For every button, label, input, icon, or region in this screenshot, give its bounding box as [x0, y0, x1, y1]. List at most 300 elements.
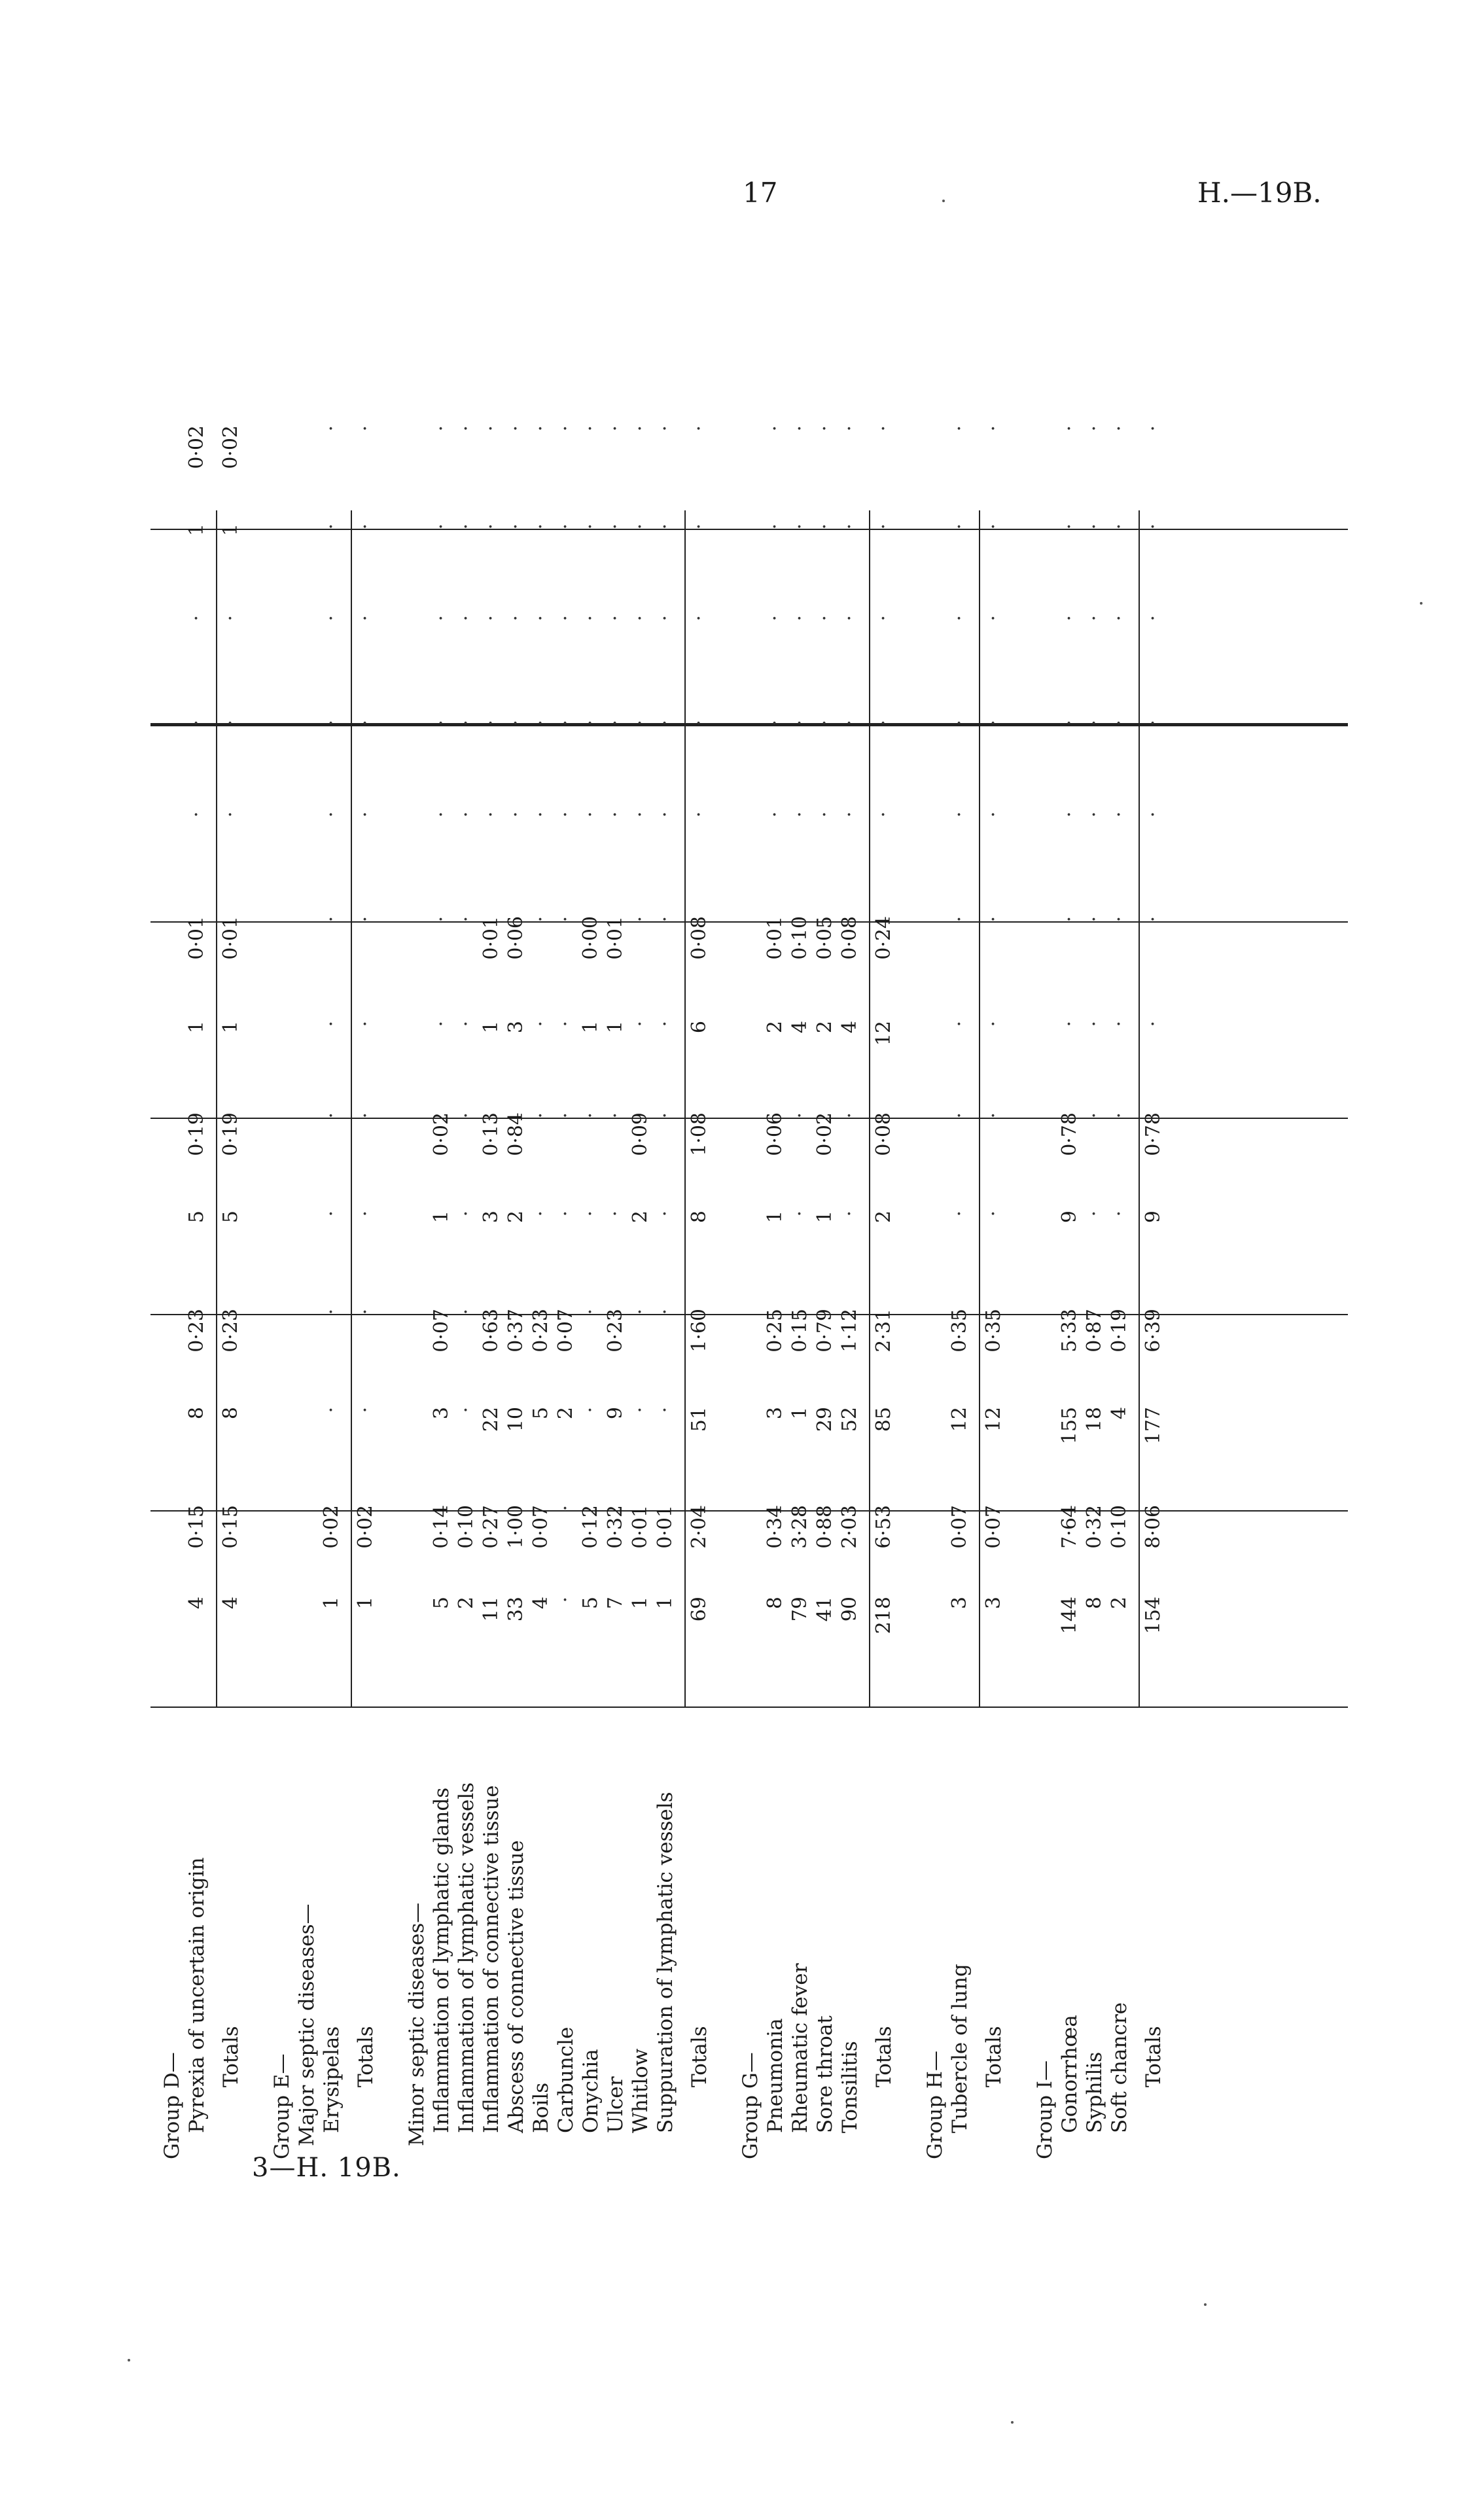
totals-cell: 218: [872, 1597, 895, 1635]
table-cell: 0·12: [579, 1505, 602, 1549]
leader-dots: ·: [872, 523, 895, 530]
leader-dots: ·: [764, 425, 786, 432]
leader-dots: ·: [354, 1211, 377, 1217]
leader-dots: ·: [320, 523, 343, 530]
leader-dots: ·: [838, 523, 861, 530]
table-cell: 0·07: [554, 1309, 577, 1353]
totals-cell: 0·24: [872, 916, 895, 960]
leader-dots: ·: [654, 1021, 677, 1027]
row-label: Soft chancre: [1108, 2002, 1131, 2133]
totals-cell: 0·15: [219, 1505, 242, 1549]
totals-cell: 4: [219, 1597, 242, 1610]
totals-cell: 8: [688, 1211, 711, 1224]
row-label: Abscess of connective tissue: [504, 1840, 528, 2133]
leader-dots: ·: [813, 425, 836, 432]
leader-dots: ·: [948, 811, 971, 818]
totals-cell: 0·01: [219, 916, 242, 960]
leader-dots: ·: [579, 1407, 602, 1413]
table-cell: 52: [838, 1407, 861, 1432]
table-cell: 3: [480, 1211, 503, 1224]
leader-dots: ·: [764, 811, 786, 818]
totals-rule: [1139, 510, 1140, 1708]
leader-dots: ·: [604, 615, 627, 622]
leader-dots: ·: [788, 1211, 811, 1217]
table-cell: 0·23: [529, 1309, 552, 1353]
leader-dots: ·: [764, 720, 786, 726]
leader-dots: ·: [504, 523, 527, 530]
table-cell: 0·02: [813, 1112, 836, 1156]
leader-dots: ·: [604, 811, 627, 818]
table-cell: 2: [504, 1211, 527, 1224]
leader-dots: ·: [354, 1021, 377, 1027]
leader-dots: ·: [788, 523, 811, 530]
leader-dots: ·: [1142, 425, 1165, 432]
leader-dots: ·: [430, 1021, 453, 1027]
leader-dots: ·: [529, 1211, 552, 1217]
table-cell: 3: [948, 1597, 971, 1610]
leader-dots: ·: [788, 720, 811, 726]
leader-dots: ·: [764, 523, 786, 530]
totals-cell: 85: [872, 1407, 895, 1432]
table-cell: 1: [629, 1597, 652, 1610]
totals-cell: 1: [354, 1597, 377, 1610]
table-cell: 0·13: [480, 1112, 503, 1156]
leader-dots: ·: [354, 1309, 377, 1315]
leader-dots: ·: [354, 1112, 377, 1119]
table-cell: 3: [430, 1407, 453, 1420]
leader-dots: ·: [579, 523, 602, 530]
leader-dots: ·: [948, 1112, 971, 1119]
leader-dots: ·: [654, 615, 677, 622]
leader-dots: ·: [1083, 811, 1106, 818]
leader-dots: ·: [554, 1112, 577, 1119]
leader-dots: ·: [838, 615, 861, 622]
column-rule: [150, 1707, 1348, 1708]
leader-dots: ·: [430, 811, 453, 818]
totals-cell: 1·60: [688, 1309, 711, 1353]
table-cell: 4: [185, 1597, 208, 1610]
leader-dots: ·: [529, 720, 552, 726]
group-heading: Group H—: [923, 2051, 947, 2159]
totals-cell: 0·23: [219, 1309, 242, 1353]
totals-cell: 69: [688, 1597, 711, 1622]
leader-dots: ·: [604, 425, 627, 432]
totals-cell: 12: [872, 1021, 895, 1046]
totals-cell: 3: [982, 1597, 1005, 1610]
row-label: Boils: [529, 2082, 553, 2133]
leader-dots: ·: [455, 720, 478, 726]
table-cell: 5: [579, 1597, 602, 1610]
table-cell: 0·07: [529, 1505, 552, 1549]
group-heading: Group E—: [270, 2053, 294, 2159]
leader-dots: ·: [948, 720, 971, 726]
totals-cell: 8: [219, 1407, 242, 1420]
leader-dots: ·: [579, 615, 602, 622]
leader-dots: ·: [948, 1021, 971, 1027]
table-cell: 0·02: [430, 1112, 453, 1156]
totals-cell: 51: [688, 1407, 711, 1432]
table-cell: 2: [764, 1021, 786, 1034]
leader-dots: ·: [554, 916, 577, 923]
leader-dots: ·: [320, 1112, 343, 1119]
leader-dots: ·: [579, 1112, 602, 1119]
totals-cell: 1: [219, 1021, 242, 1034]
leader-dots: ·: [219, 811, 242, 818]
table-cell: 7·64: [1058, 1505, 1081, 1549]
table-cell: 0·87: [1083, 1309, 1106, 1353]
totals-rule: [979, 510, 980, 1708]
leader-dots: ·: [948, 425, 971, 432]
leader-dots: ·: [529, 811, 552, 818]
leader-dots: ·: [504, 425, 527, 432]
table-cell: 9: [1058, 1211, 1081, 1224]
table-cell: 144: [1058, 1597, 1081, 1635]
leader-dots: ·: [872, 425, 895, 432]
leader-dots: ·: [813, 615, 836, 622]
totals-cell: 0·07: [982, 1505, 1005, 1549]
group-heading: Group D—: [160, 2052, 184, 2159]
leader-dots: ·: [948, 1211, 971, 1217]
totals-cell: 9: [1142, 1211, 1165, 1224]
paper-speck: [942, 200, 945, 202]
leader-dots: ·: [654, 1112, 677, 1119]
totals-rule: [351, 510, 352, 1708]
leader-dots: ·: [654, 1309, 677, 1315]
totals-cell: 8·06: [1142, 1505, 1165, 1549]
leader-dots: ·: [629, 1407, 652, 1413]
totals-cell: 154: [1142, 1597, 1165, 1635]
leader-dots: ·: [354, 720, 377, 726]
table-cell: 0·63: [480, 1309, 503, 1353]
leader-dots: ·: [813, 811, 836, 818]
row-label: Pneumonia: [764, 2018, 787, 2133]
table-cell: 12: [948, 1407, 971, 1432]
table-cell: 0·25: [764, 1309, 786, 1353]
document-code: H.—19B.: [1197, 177, 1322, 209]
leader-dots: ·: [982, 1021, 1005, 1027]
leader-dots: ·: [838, 425, 861, 432]
leader-dots: ·: [982, 1211, 1005, 1217]
leader-dots: ·: [629, 615, 652, 622]
table-cell: 5: [185, 1211, 208, 1224]
table-cell: 155: [1058, 1407, 1081, 1445]
leader-dots: ·: [455, 1211, 478, 1217]
table-cell: 8: [1083, 1597, 1106, 1610]
leader-dots: ·: [1083, 425, 1106, 432]
totals-cell: 0·08: [688, 916, 711, 960]
leader-dots: ·: [185, 720, 208, 726]
table-cell: 1: [604, 1021, 627, 1034]
leader-dots: ·: [948, 523, 971, 530]
table-cell: 1: [480, 1021, 503, 1034]
leader-dots: ·: [788, 615, 811, 622]
leader-dots: ·: [579, 1309, 602, 1315]
totals-cell: 1: [219, 523, 242, 537]
table-cell: 2·03: [838, 1505, 861, 1549]
leader-dots: ·: [1108, 720, 1131, 726]
row-label: Whitlow: [629, 2048, 652, 2133]
table-cell: 1: [579, 1021, 602, 1034]
leader-dots: ·: [554, 425, 577, 432]
leader-dots: ·: [1058, 615, 1081, 622]
totals-cell: 6·53: [872, 1505, 895, 1549]
leader-dots: ·: [629, 916, 652, 923]
leader-dots: ·: [604, 1112, 627, 1119]
totals-cell: 0·08: [872, 1112, 895, 1156]
table-cell: 4: [1108, 1407, 1131, 1420]
totals-label: Totals: [982, 2026, 1006, 2087]
leader-dots: ·: [872, 811, 895, 818]
leader-dots: ·: [504, 811, 527, 818]
totals-cell: 0·19: [219, 1112, 242, 1156]
totals-label: Totals: [219, 2026, 243, 2087]
leader-dots: ·: [480, 720, 503, 726]
group-heading: Group G—: [739, 2052, 762, 2159]
leader-dots: ·: [554, 615, 577, 622]
table-cell: 0·06: [504, 916, 527, 960]
leader-dots: ·: [480, 523, 503, 530]
table-cell: 0·06: [764, 1112, 786, 1156]
table-cell: 1: [185, 523, 208, 537]
leader-dots: ·: [529, 615, 552, 622]
table-cell: 0·35: [948, 1309, 971, 1353]
paper-speck: [1204, 2303, 1207, 2306]
totals-cell: 177: [1142, 1407, 1165, 1445]
leader-dots: ·: [654, 811, 677, 818]
table-cell: 0·32: [1083, 1505, 1106, 1549]
table-cell: 1: [320, 1597, 343, 1610]
table-cell: 3: [504, 1021, 527, 1034]
leader-dots: ·: [354, 425, 377, 432]
leader-dots: ·: [1142, 1021, 1165, 1027]
leader-dots: ·: [982, 615, 1005, 622]
table-cell: 18: [1083, 1407, 1106, 1432]
leader-dots: ·: [430, 916, 453, 923]
leader-dots: ·: [654, 1407, 677, 1413]
leader-dots: ·: [654, 523, 677, 530]
table-cell: 0·19: [1108, 1309, 1131, 1353]
leader-dots: ·: [185, 615, 208, 622]
totals-rule: [869, 510, 870, 1708]
table-cell: 4: [788, 1021, 811, 1034]
leader-dots: ·: [948, 615, 971, 622]
row-label: Tonsilitis: [838, 2041, 862, 2133]
leader-dots: ·: [554, 523, 577, 530]
leader-dots: ·: [654, 720, 677, 726]
leader-dots: ·: [688, 811, 711, 818]
page-number: 17: [743, 177, 778, 209]
leader-dots: ·: [455, 615, 478, 622]
leader-dots: ·: [554, 1021, 577, 1027]
leader-dots: ·: [430, 523, 453, 530]
totals-cell: 5: [219, 1211, 242, 1224]
group-subheading: Minor septic diseases—: [405, 1902, 429, 2146]
table-cell: 33: [504, 1597, 527, 1622]
table-cell: 0·01: [629, 1505, 652, 1549]
table-cell: 5: [430, 1597, 453, 1610]
leader-dots: ·: [629, 720, 652, 726]
leader-dots: ·: [1083, 916, 1106, 923]
leader-dots: ·: [320, 1309, 343, 1315]
group-subheading: Major septic diseases—: [295, 1903, 319, 2146]
leader-dots: ·: [455, 523, 478, 530]
leader-dots: ·: [554, 811, 577, 818]
leader-dots: ·: [838, 1211, 861, 1217]
row-label: Sore throat: [813, 2015, 837, 2133]
row-label: Onychia: [579, 2049, 603, 2133]
table-cell: 0·23: [185, 1309, 208, 1353]
table-cell: 0·00: [579, 916, 602, 960]
leader-dots: ·: [480, 811, 503, 818]
paper-speck: [1420, 602, 1422, 605]
leader-dots: ·: [1083, 720, 1106, 726]
row-label: Erysipelas: [320, 2026, 344, 2133]
leader-dots: ·: [629, 1309, 652, 1315]
table-cell: 79: [788, 1597, 811, 1622]
table-cell: 90: [838, 1597, 861, 1622]
leader-dots: ·: [504, 615, 527, 622]
leader-dots: ·: [1142, 523, 1165, 530]
table-cell: 0·78: [1058, 1112, 1081, 1156]
table-cell: 0·79: [813, 1309, 836, 1353]
table-cell: 29: [813, 1407, 836, 1432]
totals-cell: 0·02: [219, 425, 242, 469]
table-cell: 1: [654, 1597, 677, 1610]
totals-label: Totals: [354, 2026, 378, 2087]
leader-dots: ·: [219, 720, 242, 726]
table-cell: 1·00: [504, 1505, 527, 1549]
table-cell: 5·33: [1058, 1309, 1081, 1353]
leader-dots: ·: [579, 720, 602, 726]
leader-dots: ·: [455, 811, 478, 818]
table-cell: 0·01: [604, 916, 627, 960]
leader-dots: ·: [1142, 720, 1165, 726]
leader-dots: ·: [688, 523, 711, 530]
leader-dots: ·: [455, 425, 478, 432]
table-cell: 0·88: [813, 1505, 836, 1549]
table-cell: 0·02: [185, 425, 208, 469]
leader-dots: ·: [1083, 615, 1106, 622]
table-cell: 22: [480, 1407, 503, 1432]
leader-dots: ·: [1083, 1211, 1106, 1217]
table-cell: 41: [813, 1597, 836, 1622]
table-cell: 0·01: [654, 1505, 677, 1549]
leader-dots: ·: [1108, 523, 1131, 530]
totals-label: Totals: [872, 2026, 896, 2087]
table-cell: 0·01: [185, 916, 208, 960]
table-cell: 1: [430, 1211, 453, 1224]
leader-dots: ·: [872, 720, 895, 726]
totals-cell: 6: [688, 1021, 711, 1034]
leader-dots: ·: [554, 1211, 577, 1217]
leader-dots: ·: [320, 1407, 343, 1413]
table-cell: 0·08: [838, 916, 861, 960]
leader-dots: ·: [1108, 425, 1131, 432]
group-heading: Group I—: [1033, 2060, 1057, 2159]
leader-dots: ·: [654, 916, 677, 923]
table-cell: 2: [1108, 1597, 1131, 1610]
totals-cell: 2·04: [688, 1505, 711, 1549]
table-cell: 1: [788, 1407, 811, 1420]
leader-dots: ·: [1083, 1021, 1106, 1027]
leader-dots: ·: [788, 425, 811, 432]
leader-dots: ·: [455, 916, 478, 923]
table-cell: 10: [504, 1407, 527, 1432]
leader-dots: ·: [579, 425, 602, 432]
leader-dots: ·: [982, 811, 1005, 818]
leader-dots: ·: [1058, 720, 1081, 726]
leader-dots: ·: [480, 425, 503, 432]
leader-dots: ·: [455, 1112, 478, 1119]
table-cell: 1: [813, 1211, 836, 1224]
leader-dots: ·: [604, 720, 627, 726]
leader-dots: ·: [982, 425, 1005, 432]
table-cell: 0·15: [185, 1505, 208, 1549]
table-cell: 3·28: [788, 1505, 811, 1549]
row-label: Suppuration of lymphatic vessels: [654, 1792, 677, 2133]
leader-dots: ·: [1058, 811, 1081, 818]
table-cell: 2: [629, 1211, 652, 1224]
leader-dots: ·: [654, 1211, 677, 1217]
leader-dots: ·: [604, 1211, 627, 1217]
row-label: Inflammation of connective tissue: [480, 1785, 503, 2133]
table-cell: 5: [529, 1407, 552, 1420]
leader-dots: ·: [354, 916, 377, 923]
table-cell: 11: [480, 1597, 503, 1622]
leader-dots: ·: [185, 811, 208, 818]
leader-dots: ·: [813, 720, 836, 726]
table-cell: 3: [764, 1407, 786, 1420]
leader-dots: ·: [1142, 916, 1165, 923]
statistics-table: [150, 255, 1348, 2166]
leader-dots: ·: [320, 615, 343, 622]
leader-dots: ·: [604, 523, 627, 530]
totals-cell: 0·78: [1142, 1112, 1165, 1156]
table-cell: 4: [838, 1021, 861, 1034]
leader-dots: ·: [1058, 1021, 1081, 1027]
leader-dots: ·: [788, 811, 811, 818]
leader-dots: ·: [529, 425, 552, 432]
leader-dots: ·: [504, 720, 527, 726]
leader-dots: ·: [872, 615, 895, 622]
totals-rule: [684, 510, 686, 1708]
leader-dots: ·: [838, 811, 861, 818]
leader-dots: ·: [480, 615, 503, 622]
leader-dots: ·: [455, 1309, 478, 1315]
totals-cell: 2: [872, 1211, 895, 1224]
leader-dots: ·: [320, 720, 343, 726]
table-cell: 0·01: [764, 916, 786, 960]
totals-cell: 12: [982, 1407, 1005, 1432]
table-cell: 1·12: [838, 1309, 861, 1353]
leader-dots: ·: [982, 1112, 1005, 1119]
leader-dots: ·: [688, 615, 711, 622]
paper-speck: [1011, 2421, 1014, 2424]
table-cell: 9: [604, 1407, 627, 1420]
leader-dots: ·: [354, 615, 377, 622]
leader-dots: ·: [354, 811, 377, 818]
leader-dots: ·: [982, 720, 1005, 726]
leader-dots: ·: [1142, 615, 1165, 622]
leader-dots: ·: [1108, 916, 1131, 923]
leader-dots: ·: [838, 720, 861, 726]
leader-dots: ·: [554, 1597, 577, 1603]
leader-dots: ·: [1058, 523, 1081, 530]
leader-dots: ·: [1108, 1112, 1131, 1119]
row-label: Rheumatic fever: [788, 1963, 812, 2133]
leader-dots: ·: [529, 1021, 552, 1027]
leader-dots: ·: [1083, 1112, 1106, 1119]
